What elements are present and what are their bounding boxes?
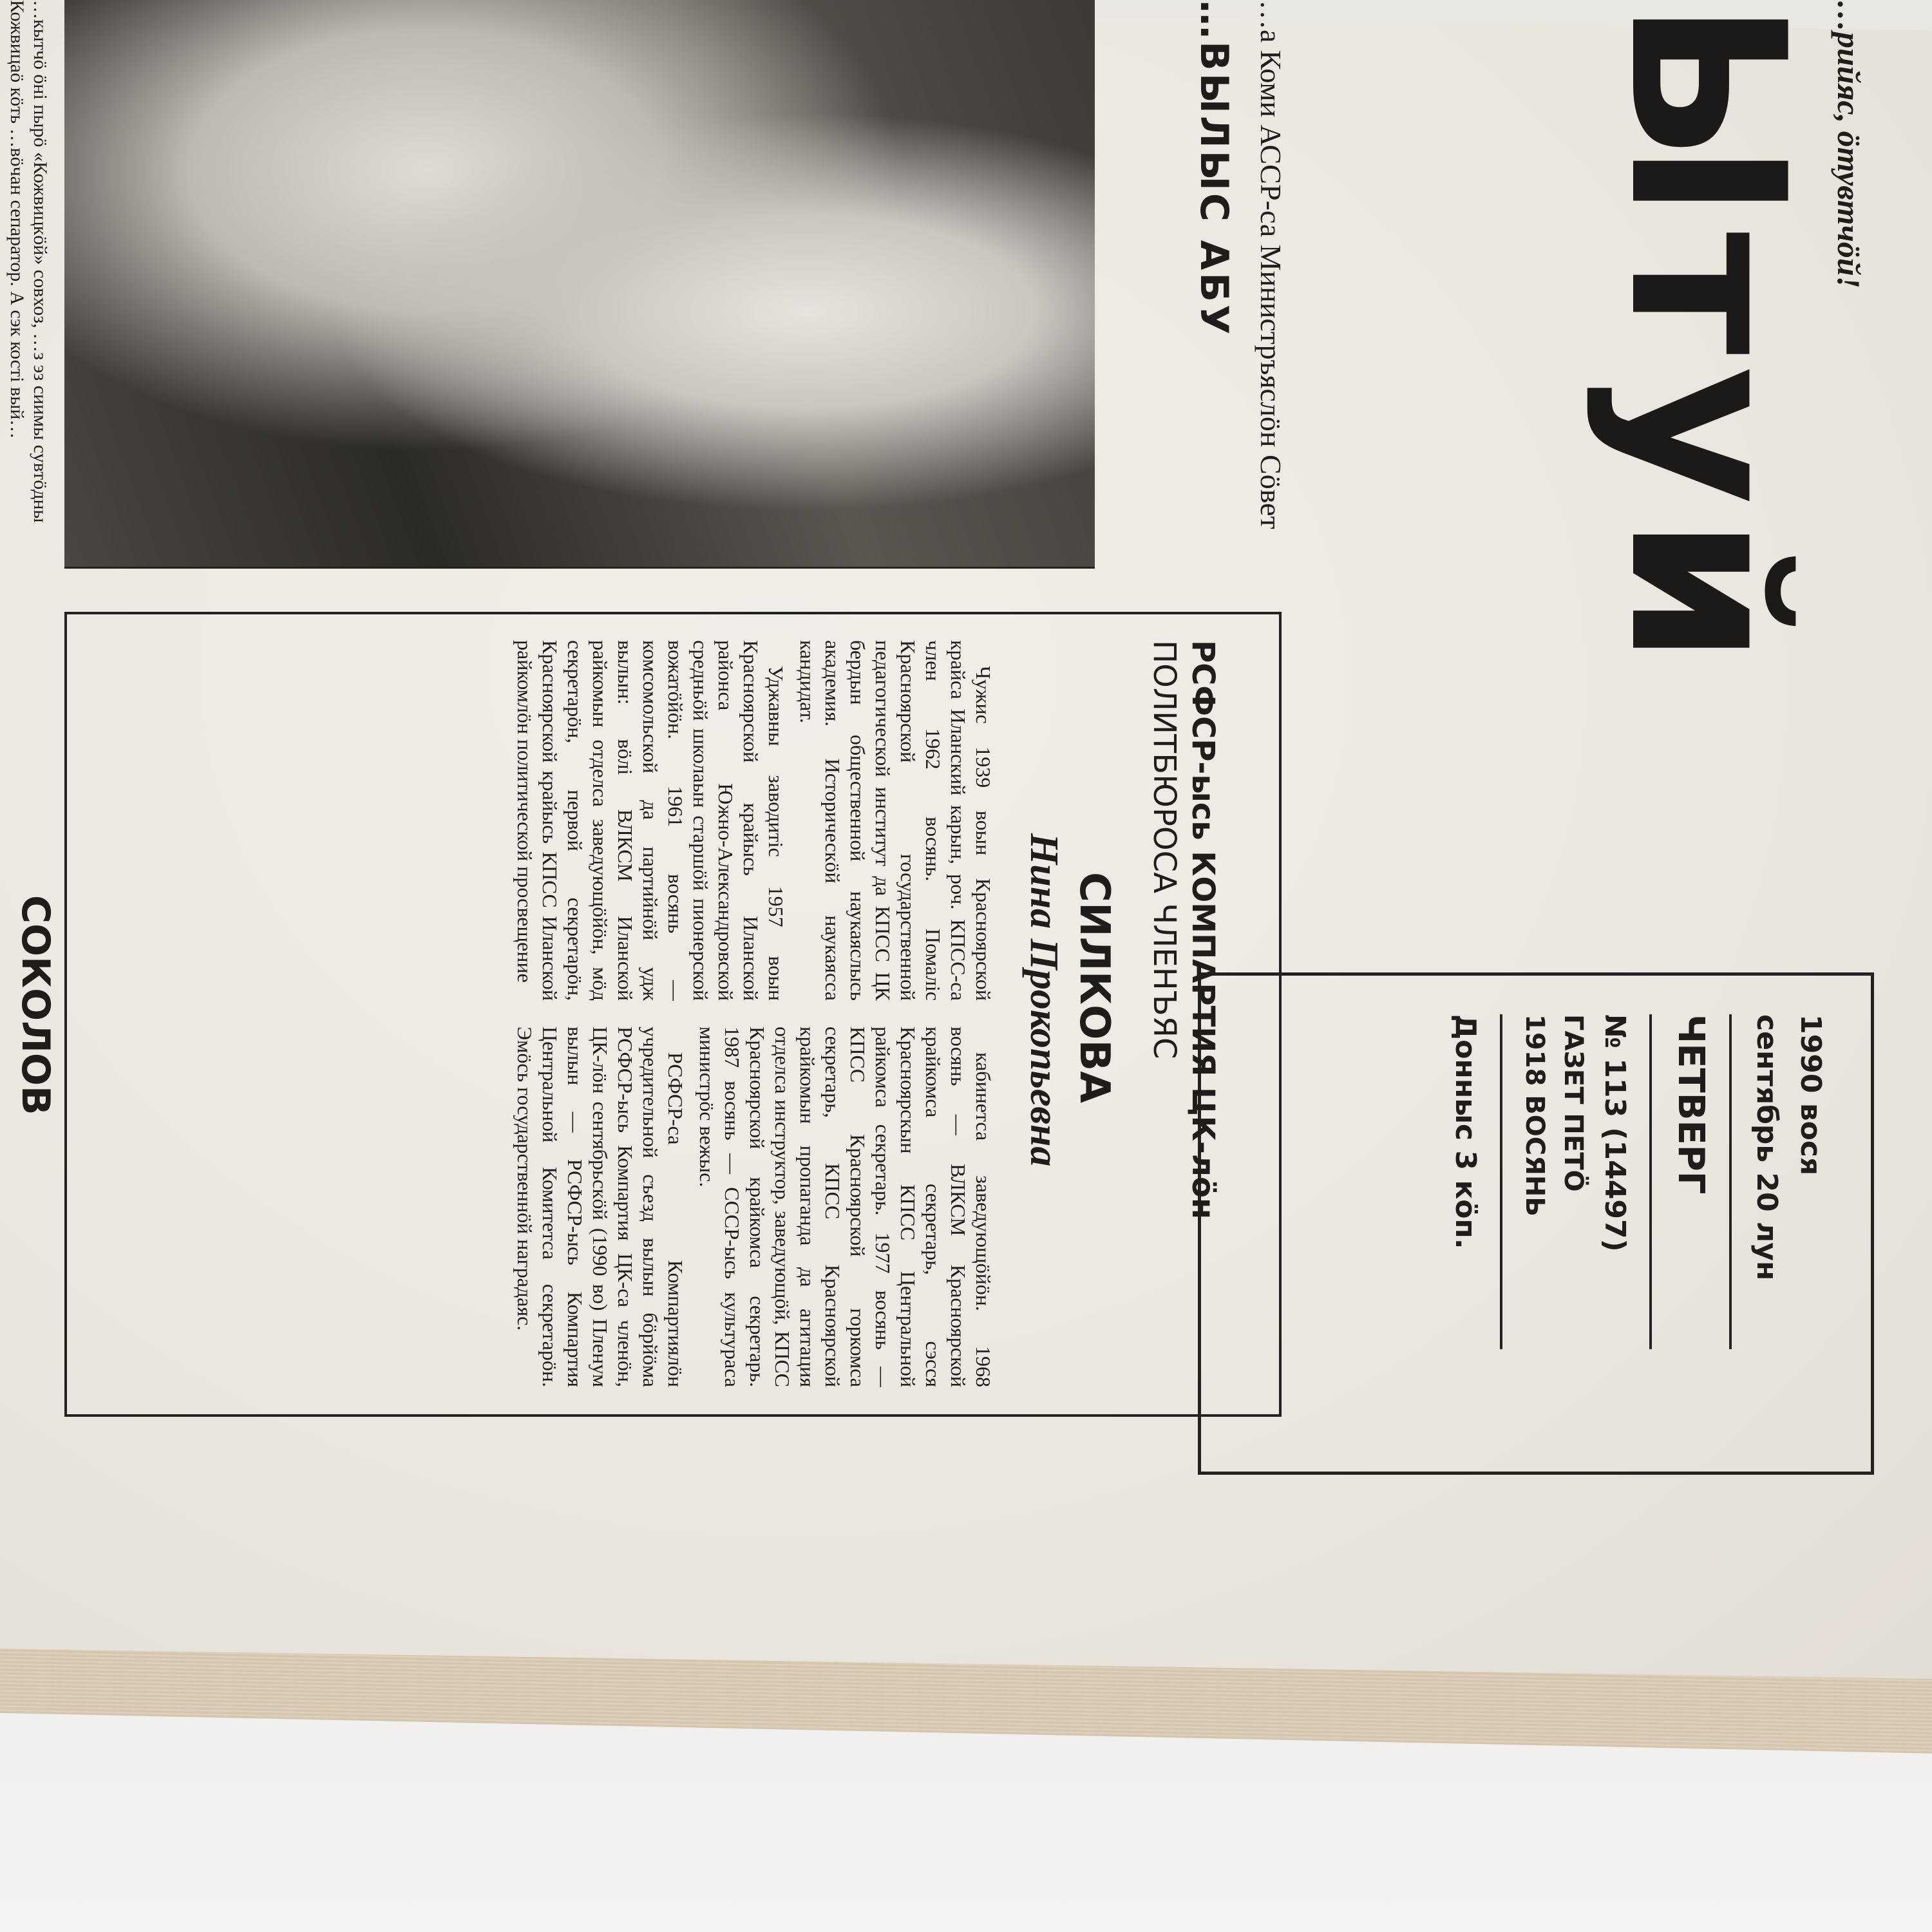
publisher-line: …а Коми АССР-са Министръяслӧн Сӧвет: [1255, 0, 1287, 529]
article-column-1: [223, 640, 996, 1001]
divider: [1729, 1014, 1732, 1349]
masthead-title: Ытуй: [1583, 0, 1830, 677]
article-column-2: [223, 1027, 996, 1387]
paragraph: кабинетса заведующӧйӧн. 1968 восянь — ВЛКСМ Красноярской крайкомса секретарь, сэсся Красноярскын КПСС Центральной райкомса секретарь. 1977 восянь — КПСС Красноярской горкомса секретарь, КПСС Красноярской крайкомын пропаганда да агитация отделса инструктор, заведующӧй, КПСС Красноярской крайкомса секретарь. 1987 восянь — СССР-ысь культураса министрӧс вежыс.: [696, 1027, 995, 1387]
left-column-text: …кытчӧ ӧні пырӧ «Кожвицкӧй» совхоз, …з эз сиимы сувтӧдны Кожвицаӧ кӧть …вӧчан сепаратор. А сэк костi вый…: [6, 0, 51, 523]
article-fullname: Нина Прокопьевна: [1022, 833, 1066, 1167]
issue-price: Донныс 3 кӧп.: [1449, 1014, 1482, 1249]
slogan: …рийяс, ӧтувтчӧй!: [1831, 0, 1867, 289]
article-surname: СИЛКОВА: [1070, 872, 1118, 1103]
photo-headline: …ВЫЛЫС АБУ: [1191, 0, 1236, 337]
paragraph: Уджавны заводитіс 1957 воын Красноярской крайысь Иланской районса Южно-Александровской средньӧй школаын старшӧй пионерской вожатӧйӧн. 1961 восянь — комсомольской да партийнӧй удж вылын: вӧлі ВЛКСМ Иланской райкомын отделса заведующӧйӧн, мӧд секретарӧн, первой секретарӧн, Красноярской крайысь КПСС Иланской райкомлӧн политической просвещение: [513, 640, 788, 1001]
issue-info-box: [1198, 972, 1874, 1475]
paragraph: РСФСР-са Компартиялӧн учредительной съезд вылын бӧрйӧма РСФСР-ысь Компартия ЦК-са членӧн, ЦК-лӧн сентябрьскӧй (1990 во) Пленум вылын — РСФСР-ысь Компартия Центральной Комитетса секретарӧн. Эмӧсь государственнӧй наградаяс.: [513, 1027, 687, 1387]
founded-line-1: ГАЗЕТ ПЕТӦ: [1558, 1014, 1588, 1192]
article-box: [64, 612, 1282, 1417]
founded-line-2: 1918 ВОСЯНЬ: [1520, 1014, 1549, 1217]
article-subkicker: ПОЛИТБЮРОСА ЧЛЕНЪЯС: [1146, 640, 1182, 1059]
author-name: СОКОЛОВ: [13, 895, 58, 1115]
divider: [1649, 1014, 1652, 1349]
issue-number: № 113 (14497): [1598, 1014, 1631, 1252]
issue-weekday: ЧЕТВЕРГ: [1670, 1014, 1712, 1195]
article-kicker: РСФСР-ысь КОМПАРТИЯ ЦК-лӧн: [1185, 640, 1221, 1220]
divider: [1500, 1014, 1502, 1349]
issue-year: 1990 вося: [1794, 1014, 1827, 1176]
paragraph: Чужис 1939 воын Красноярской крайса Иланский карын, роч. КПСС-са член 1962 восянь. Помаліс Красноярской государственной педагогической институт да КПСС ЦК бердын общественной наукаяслысь академия. Историческӧй наукаясса кандидат.: [796, 640, 995, 1001]
issue-date: сентябрь 20 лун: [1750, 1014, 1783, 1281]
portrait-photo: [64, 0, 1095, 569]
